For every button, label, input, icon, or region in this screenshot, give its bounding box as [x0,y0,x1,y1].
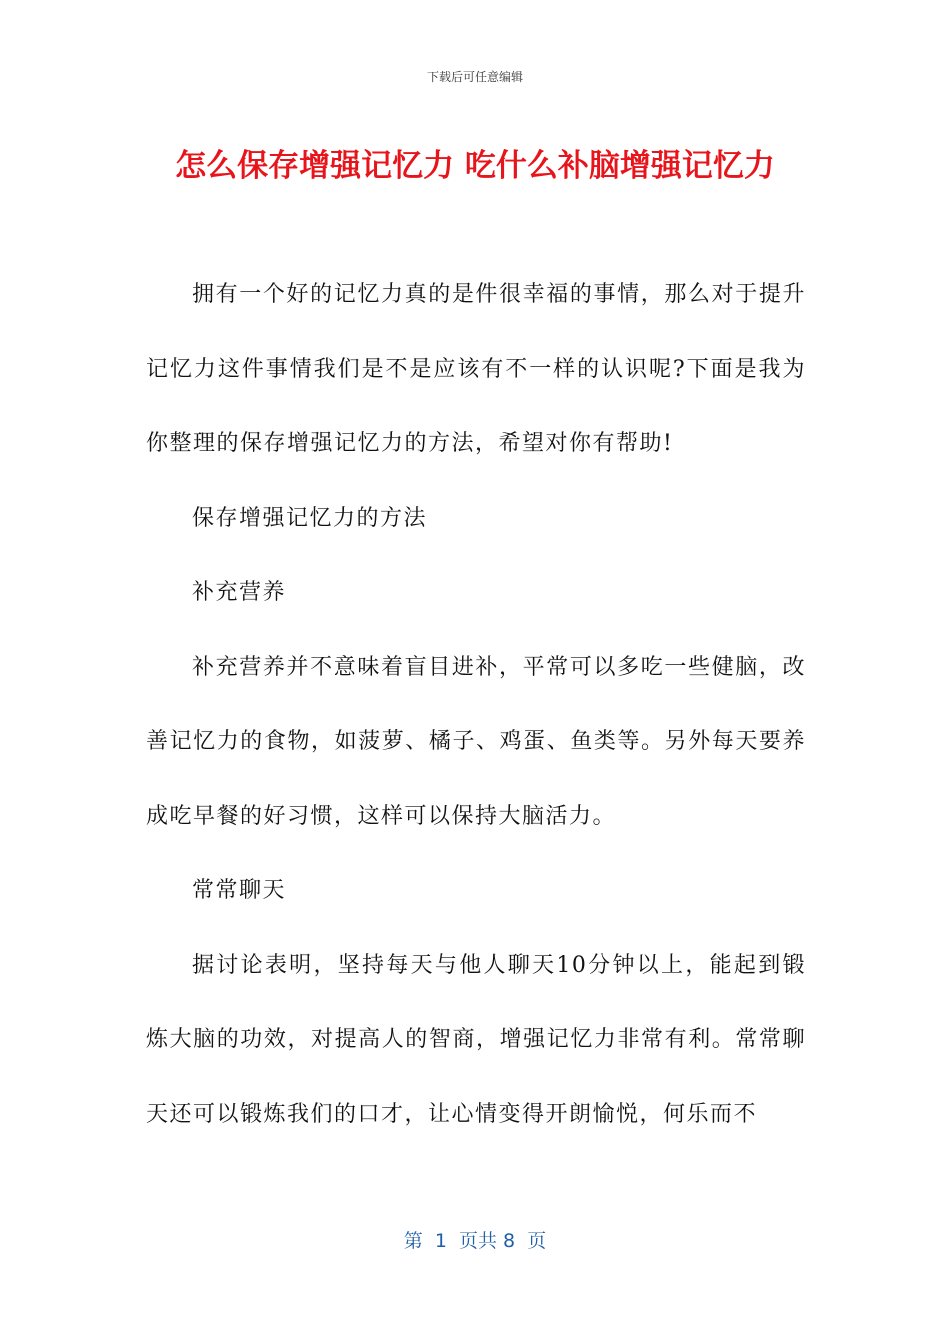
section-heading-methods: 保存增强记忆力的方法 [192,505,428,531]
header-note: 下载后可任意编辑 [426,70,523,84]
paragraph-nutrition: 补充营养并不意味着盲目进补，平常可以多吃一些健脑，改善记忆力的食物，如菠萝、橘子、鸡蛋、鱼类等。另外每天要养成吃早餐的好习惯，这样可以保持大脑活力。 [146,654,806,829]
subheading-chatting: 常常聊天 [192,878,287,903]
document-body [146,258,806,1152]
document-title: 怎么保存增强记忆力 吃什么补脑增强记忆力 [175,148,775,184]
page-indicator: 第 1 页共 8 页 [403,1230,547,1252]
paragraph-intro: 拥有一个好的记忆力真的是件很幸福的事情，那么对于提升记忆力这件事情我们是不是应该有不一样的认识呢?下面是我为你整理的保存增强记忆力的方法，希望对你有帮助! [146,282,806,456]
subheading-nutrition: 补充营养 [192,580,287,605]
paragraph-chatting: 据讨论表明，坚持每天与他人聊天10分钟以上，能起到锻炼大脑的功效，对提高人的智商，增强记忆力非常有利。常常聊天还可以锻炼我们的口才，让心情变得开朗愉悦，何乐而不 [146,952,806,1127]
